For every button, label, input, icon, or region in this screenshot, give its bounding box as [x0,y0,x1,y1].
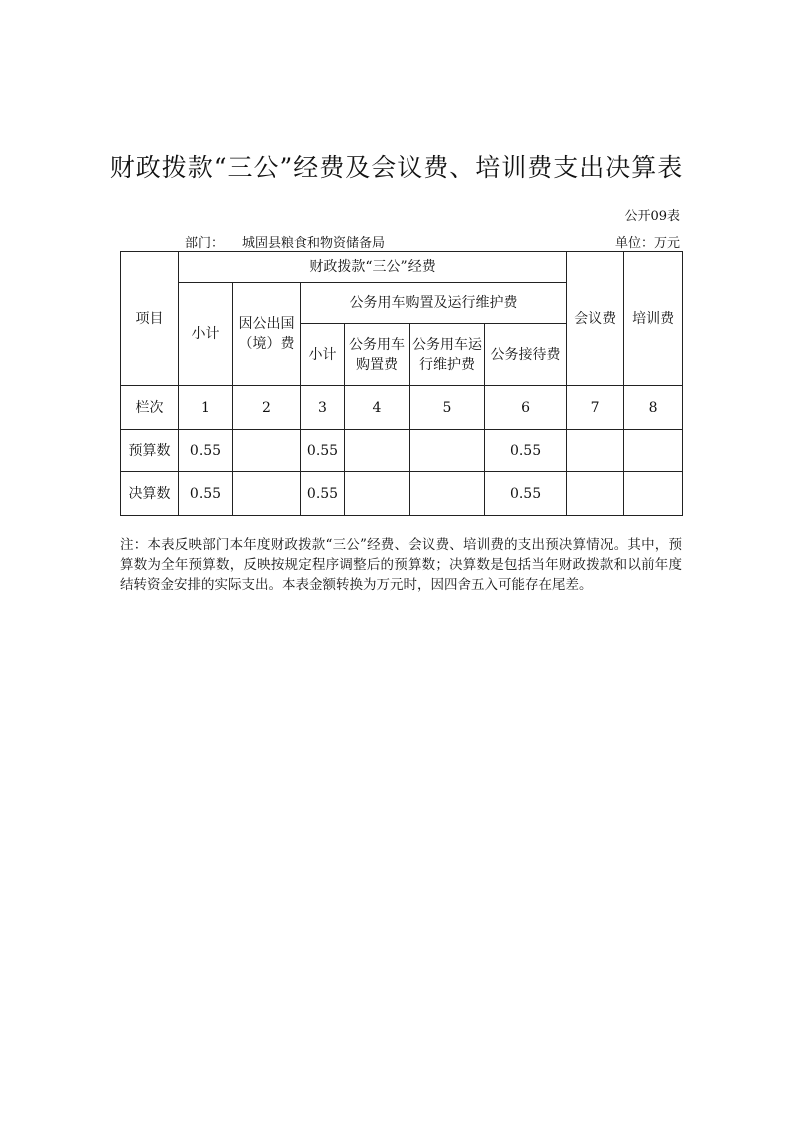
table-cell: 5 [410,386,485,430]
header-meeting: 会议费 [567,252,624,386]
table-cell [624,472,683,516]
table-cell: 4 [345,386,410,430]
table-cell [345,430,410,472]
form-code: 公开09表 [624,209,680,224]
table-cell: 0.55 [485,472,567,516]
table-cell: 0.55 [301,430,345,472]
table-cell: 6 [485,386,567,430]
row-label: 预算数 [121,430,179,472]
header-item: 项目 [121,252,179,386]
table-cell [567,472,624,516]
table-cell: 3 [301,386,345,430]
row-label: 栏次 [121,386,179,430]
header-vehicle-subtotal: 小计 [301,324,345,386]
row-label: 决算数 [121,472,179,516]
table-cell: 7 [567,386,624,430]
table-cell [624,430,683,472]
header-vehicle-operation: 公务用车运行维护费 [410,324,485,386]
table-cell [345,472,410,516]
table-cell: 0.55 [485,430,567,472]
table-cell: 1 [179,386,233,430]
table-row [121,430,683,472]
table-cell [567,430,624,472]
table-cell [410,430,485,472]
department-label: 部门： [185,236,225,251]
header-vehicle-group: 公务用车购置及运行维护费 [301,283,567,324]
unit-label: 单位：万元 [614,236,680,251]
header-vehicle-purchase: 公务用车购置费 [345,324,410,386]
table-row [121,386,683,430]
table-cell: 0.55 [179,430,233,472]
header-subtotal: 小计 [179,283,233,386]
expenditure-table [120,251,683,516]
table-cell [233,430,301,472]
page-title: 财政拨款“三公”经费及会议费、培训费支出决算表 [109,153,684,182]
header-three-public: 财政拨款“三公”经费 [179,252,567,283]
header-training: 培训费 [624,252,683,386]
table-row [121,472,683,516]
header-abroad: 因公出国（境）费 [233,283,301,386]
header-reception: 公务接待费 [485,324,567,386]
department-name: 城固县粮食和物资储备局 [242,236,386,251]
table-cell [233,472,301,516]
footnote: 注：本表反映部门本年度财政拨款“三公”经费、会议费、培训费的支出预决算情况。其中，预算数为全年预算数，反映按规定程序调整后的预算数；决算数是包括当年财政拨款和以前年度结转资金安排的实际支出。本表金额转换为万元时，因四舍五入可能存在尾差。 [120,537,682,593]
table-cell: 8 [624,386,683,430]
table-cell: 0.55 [179,472,233,516]
department-line [185,232,385,251]
table-cell [410,472,485,516]
table-cell: 0.55 [301,472,345,516]
table-cell: 2 [233,386,301,430]
